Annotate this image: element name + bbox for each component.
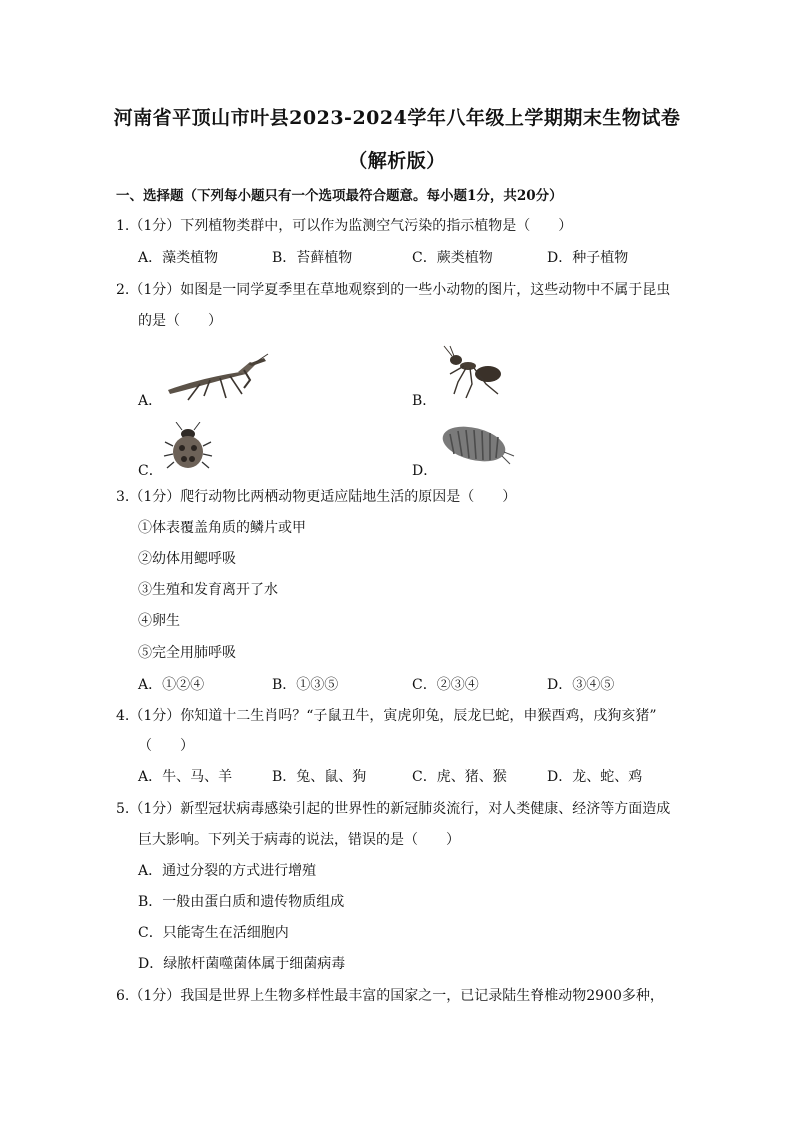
woodlouse-image (436, 418, 516, 470)
q3-option-a: A．①②④ (138, 677, 205, 693)
question-4-stem: 4.（1分）你知道十二生肖吗？“子鼠丑牛，寅虎卯兔，辰龙巳蛇，申猴酉鸡，戌狗亥猪” (116, 708, 657, 724)
q1-option-a: A．藻类植物 (138, 250, 219, 266)
section-heading: 一、选择题（下列每小题只有一个选项最符合题意。每小题1分，共20分） (116, 188, 563, 204)
q3-item-5: ⑤完全用肺呼吸 (138, 645, 236, 661)
q5-option-b: B．一般由蛋白质和遗传物质组成 (138, 894, 345, 910)
q3-item-3: ③生殖和发育离开了水 (138, 582, 278, 598)
q3-item-2: ②幼体用鳃呼吸 (138, 551, 236, 567)
q3-option-c: C．②③④ (412, 677, 479, 693)
question-5-stem-cont: 巨大影响。下列关于病毒的说法，错误的是（ ） (138, 832, 460, 848)
q1-option-c: C．蕨类植物 (412, 250, 493, 266)
question-4-stem-cont: （ ） (138, 738, 194, 754)
q2-option-b: B． (412, 393, 437, 409)
q2-option-d: D． (412, 463, 438, 479)
q1-option-d: D．种子植物 (547, 250, 629, 266)
q4-option-a: A．牛、马、羊 (138, 769, 233, 785)
q5-option-d: D．绿脓杆菌噬菌体属于细菌病毒 (138, 956, 346, 972)
question-2-stem: 2.（1分）如图是一同学夏季里在草地观察到的一些小动物的图片，这些动物中不属于昆虫 (116, 282, 671, 298)
q4-option-b: B．兔、鼠、狗 (272, 769, 367, 785)
beetle-image (162, 422, 214, 472)
q1-option-b: B．苔藓植物 (272, 250, 353, 266)
q5-option-a: A．通过分裂的方式进行增殖 (138, 863, 317, 879)
q5-option-c: C．只能寄生在活细胞内 (138, 925, 289, 941)
question-5-stem: 5.（1分）新型冠状病毒感染引起的世界性的新冠肺炎流行，对人类健康、经济等方面造成 (116, 801, 671, 817)
q2-option-c: C． (138, 463, 163, 479)
paper-subtitle: （解析版） (348, 150, 446, 172)
q2-option-a: A． (138, 393, 163, 409)
mantis-image (160, 352, 272, 402)
q3-item-1: ①体表覆盖角质的鳞片或甲 (138, 520, 306, 536)
paper-title: 河南省平顶山市叶县2023-2024学年八年级上学期期末生物试卷 (113, 107, 681, 129)
q4-option-d: D．龙、蛇、鸡 (547, 769, 643, 785)
question-2-stem-cont: 的是（ ） (138, 313, 222, 329)
q4-option-c: C．虎、猪、猴 (412, 769, 507, 785)
q3-option-d: D．③④⑤ (547, 677, 615, 693)
q3-item-4: ④卵生 (138, 613, 180, 629)
ant-image (436, 344, 516, 402)
question-6-stem: 6.（1分）我国是世界上生物多样性最丰富的国家之一，已记录陆生脊椎动物2900多种， (116, 988, 664, 1004)
q3-option-b: B．①③⑤ (272, 677, 339, 693)
question-1-stem: 1.（1分）下列植物类群中，可以作为监测空气污染的指示植物是（ ） (116, 218, 573, 234)
question-3-stem: 3.（1分）爬行动物比两栖动物更适应陆地生活的原因是（ ） (116, 489, 517, 505)
